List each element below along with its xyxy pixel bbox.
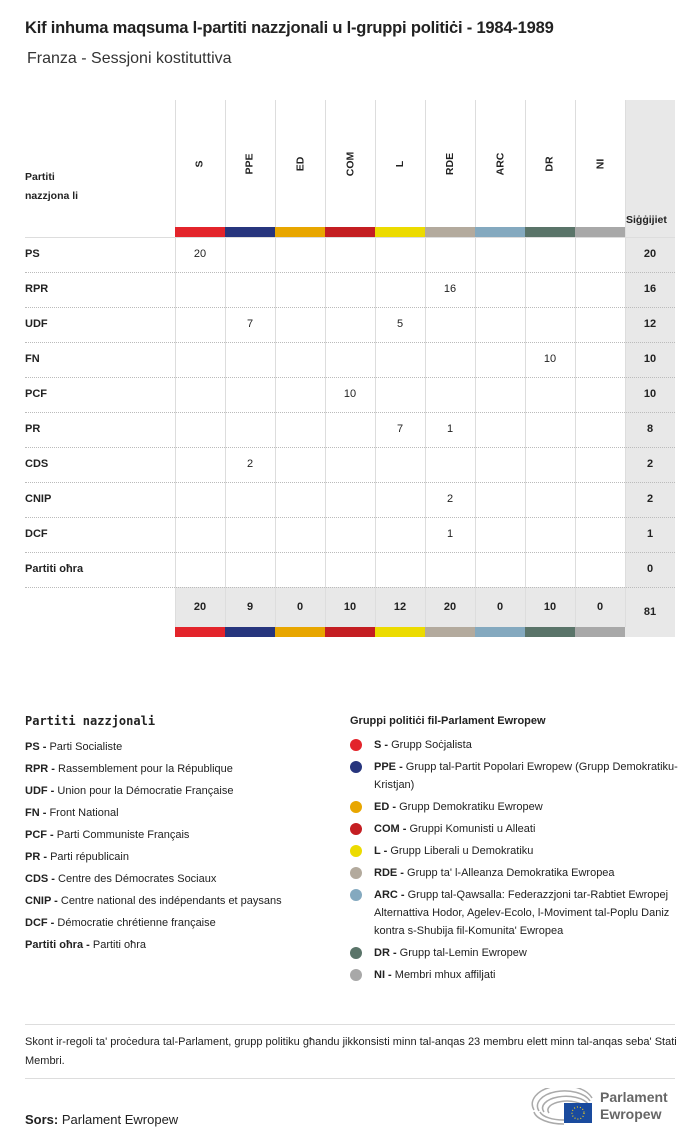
party-code: PS bbox=[25, 741, 40, 753]
group-code: DR bbox=[374, 947, 390, 959]
seat-distribution-table bbox=[25, 100, 675, 640]
row-label: PR bbox=[25, 423, 41, 435]
group-color-bar bbox=[475, 627, 525, 637]
column-total: 20 bbox=[193, 601, 207, 613]
chart-subtitle: Franza - Sessjoni kostituttiva bbox=[27, 50, 232, 67]
group-color-bar bbox=[375, 627, 425, 637]
party-legend-item: CDS - Centre des Démocrates Sociaux bbox=[25, 873, 217, 885]
row-total: 12 bbox=[643, 318, 657, 330]
party-name: Front National bbox=[49, 807, 119, 819]
group-code: PPE bbox=[374, 761, 397, 773]
column-total: 9 bbox=[246, 601, 254, 613]
party-name: Rassemblement pour la République bbox=[58, 763, 233, 775]
row-total: 16 bbox=[643, 283, 657, 295]
group-code: RDE bbox=[443, 152, 456, 175]
grand-total: 81 bbox=[643, 606, 657, 618]
table-cell: 16 bbox=[443, 283, 457, 295]
group-code: PPE bbox=[243, 152, 256, 175]
party-code: CDS bbox=[25, 873, 49, 885]
group-code: L bbox=[374, 845, 381, 857]
group-name: Grupp Demokratiku Ewropew bbox=[399, 801, 543, 813]
group-legend-item: DR - Grupp tal-Lemin Ewropew bbox=[350, 944, 680, 962]
group-legend-item: ARC - Grupp tal-Qawsalla: Federazzjoni tar-Rabtiet Ewropej Alternattiva Hodor, Agelev-Ecolo, l-Moviment tal-Poplu Daniz kontra s-Shubija fil-Komunita' Ewropea bbox=[350, 886, 680, 940]
party-legend-item: CNIP - Centre national des indépendants et paysans bbox=[25, 895, 282, 907]
group-color-dot-icon bbox=[350, 969, 362, 981]
group-color-dot-icon bbox=[350, 889, 362, 901]
group-name: Grupp tal-Lemin Ewropew bbox=[399, 947, 527, 959]
group-legend bbox=[350, 710, 680, 988]
group-color-bar bbox=[475, 227, 525, 237]
row-total: 10 bbox=[643, 388, 657, 400]
row-divider bbox=[25, 447, 675, 448]
group-code: ED bbox=[374, 801, 390, 813]
table-cell: 2 bbox=[446, 493, 454, 505]
group-code: NI bbox=[374, 969, 385, 981]
group-color-dot-icon bbox=[350, 801, 362, 813]
group-legend-item: COM - Gruppi Komunisti u Alleati bbox=[350, 820, 680, 838]
group-color-bar bbox=[275, 627, 325, 637]
table-cell: 7 bbox=[246, 318, 254, 330]
row-divider bbox=[25, 342, 675, 343]
column-header-ni bbox=[575, 100, 625, 227]
group-legend-item: L - Grupp Liberali u Demokratiku bbox=[350, 842, 680, 860]
row-header: Partiti nazzjona li bbox=[25, 171, 79, 202]
row-label: PCF bbox=[25, 388, 47, 400]
table-cell: 5 bbox=[396, 318, 404, 330]
party-name: Démocratie chrétienne française bbox=[57, 917, 216, 929]
row-divider bbox=[25, 237, 675, 238]
logo-text bbox=[600, 1089, 668, 1123]
group-color-bar bbox=[525, 227, 575, 237]
row-label: PS bbox=[25, 248, 40, 260]
group-name: Grupp tal-Partit Popolari Ewropew (Grupp Demokratiku-Kristjan) bbox=[374, 761, 678, 791]
row-total: 10 bbox=[643, 353, 657, 365]
group-legend-heading: Gruppi politiċi fil-Parlament Ewropew bbox=[350, 715, 546, 727]
column-header-com bbox=[325, 100, 375, 227]
column-header-ppe bbox=[225, 100, 275, 227]
group-color-bar bbox=[175, 627, 225, 637]
party-legend-item: UDF - Union pour la Démocratie Française bbox=[25, 785, 234, 797]
table-cell: 2 bbox=[246, 458, 254, 470]
row-total: 2 bbox=[646, 458, 654, 470]
party-name: Parti Communiste Français bbox=[56, 829, 190, 841]
row-total: 2 bbox=[646, 493, 654, 505]
group-code: S bbox=[193, 159, 206, 168]
total-header: Siġġijiet bbox=[626, 214, 667, 226]
column-header-ed bbox=[275, 100, 325, 227]
group-code: COM bbox=[344, 151, 356, 176]
group-color-dot-icon bbox=[350, 845, 362, 857]
row-label: Partiti oħra bbox=[25, 563, 84, 575]
group-color-dot-icon bbox=[350, 867, 362, 879]
row-label: CNIP bbox=[25, 493, 52, 505]
row-label: FN bbox=[25, 353, 40, 365]
group-name: Grupp Soċjalista bbox=[391, 739, 472, 751]
group-color-dot-icon bbox=[350, 823, 362, 835]
group-code: NI bbox=[594, 158, 606, 169]
party-code: RPR bbox=[25, 763, 49, 775]
row-total: 0 bbox=[646, 563, 654, 575]
group-color-bar bbox=[225, 627, 275, 637]
group-name: Gruppi Komunisti u Alleati bbox=[409, 823, 536, 835]
group-code: DR bbox=[543, 155, 556, 172]
party-legend-item: RPR - Rassemblement pour la République bbox=[25, 763, 233, 775]
group-code: COM bbox=[374, 823, 400, 835]
party-name: Centre national des indépendants et paysans bbox=[60, 895, 282, 907]
party-legend-item: PCF - Parti Communiste Français bbox=[25, 829, 190, 841]
row-total: 1 bbox=[646, 528, 654, 540]
table-cell: 1 bbox=[446, 423, 454, 435]
group-code: L bbox=[393, 160, 406, 167]
divider bbox=[25, 1024, 675, 1025]
group-name: Grupp tal-Qawsalla: Federazzjoni tar-Rabtiet Ewropej Alternattiva Hodor, Agelev-Ecolo, l-Moviment tal-Poplu Daniz kontra s-Shubija fil-Komunita' Ewropea bbox=[374, 889, 670, 937]
column-total: 10 bbox=[343, 601, 357, 613]
table-cell: 7 bbox=[396, 423, 404, 435]
party-legend bbox=[25, 710, 335, 956]
party-code: FN bbox=[25, 807, 40, 819]
group-color-bar bbox=[375, 227, 425, 237]
party-legend-item: PS - Parti Socialiste bbox=[25, 741, 123, 753]
column-total: 0 bbox=[296, 601, 304, 613]
party-name: Parti républicain bbox=[50, 851, 129, 863]
column-header-s bbox=[175, 100, 225, 227]
row-label: UDF bbox=[25, 318, 48, 330]
group-legend-item: NI - Membri mhux affiljati bbox=[350, 966, 680, 984]
group-code: ARC bbox=[494, 152, 506, 175]
row-label: RPR bbox=[25, 283, 49, 295]
table-cell: 10 bbox=[543, 353, 557, 365]
group-legend-item: ED - Grupp Demokratiku Ewropew bbox=[350, 798, 680, 816]
party-legend-item: Partiti oħra - Partiti oħra bbox=[25, 939, 147, 951]
chart-title: Kif inhuma maqsuma l-partiti nazzjonali u l-gruppi politiċi - 1984-1989 bbox=[25, 19, 554, 37]
column-total: 0 bbox=[496, 601, 504, 613]
group-color-bar bbox=[425, 627, 475, 637]
logo-line: Parlament bbox=[600, 1089, 668, 1105]
group-name: Membri mhux affiljati bbox=[394, 969, 496, 981]
row-divider bbox=[25, 412, 675, 413]
row-divider bbox=[25, 482, 675, 483]
party-code: UDF bbox=[25, 785, 48, 797]
table-cell: 1 bbox=[446, 528, 454, 540]
column-header-dr bbox=[525, 100, 575, 227]
party-name: Parti Socialiste bbox=[49, 741, 123, 753]
row-label: CDS bbox=[25, 458, 49, 470]
group-code: RDE bbox=[374, 867, 398, 879]
divider bbox=[25, 1078, 675, 1079]
column-total: 10 bbox=[543, 601, 557, 613]
group-code: ARC bbox=[374, 889, 398, 901]
party-code: DCF bbox=[25, 917, 48, 929]
group-color-dot-icon bbox=[350, 739, 362, 751]
column-header-arc bbox=[475, 100, 525, 227]
party-legend-item: FN - Front National bbox=[25, 807, 119, 819]
group-color-bar bbox=[275, 227, 325, 237]
group-code: ED bbox=[294, 156, 306, 171]
group-name: Grupp ta' l-Alleanza Demokratika Ewropea bbox=[407, 867, 615, 879]
party-code: Partiti oħra bbox=[25, 939, 84, 951]
group-legend-item: RDE - Grupp ta' l-Alleanza Demokratika Ewropea bbox=[350, 864, 680, 882]
group-color-bar bbox=[575, 627, 625, 637]
table-cell: 20 bbox=[193, 248, 207, 260]
source bbox=[25, 1112, 178, 1127]
row-divider bbox=[25, 272, 675, 273]
group-color-bar bbox=[575, 227, 625, 237]
party-name: Union pour la Démocratie Française bbox=[57, 785, 234, 797]
group-color-bar bbox=[325, 227, 375, 237]
group-color-bar bbox=[325, 627, 375, 637]
party-code: PR bbox=[25, 851, 41, 863]
row-divider bbox=[25, 307, 675, 308]
group-code: S bbox=[374, 739, 382, 751]
party-legend-item: DCF - Démocratie chrétienne française bbox=[25, 917, 216, 929]
party-name: Centre des Démocrates Sociaux bbox=[58, 873, 217, 885]
column-header-l bbox=[375, 100, 425, 227]
group-color-dot-icon bbox=[350, 761, 362, 773]
source-label: Sors: bbox=[25, 1112, 59, 1127]
party-code: PCF bbox=[25, 829, 47, 841]
group-name: Grupp Liberali u Demokratiku bbox=[390, 845, 534, 857]
source-value: Parlament Ewropew bbox=[61, 1112, 179, 1127]
group-color-bar bbox=[175, 227, 225, 237]
row-total: 20 bbox=[643, 248, 657, 260]
footnote: Skont ir-regoli ta' proċedura tal-Parlament, grupp politiku għandu jikkonsisti minn tal-anqas 23 membru elett minn tal-anqas seba' Stati Membri. bbox=[25, 1036, 677, 1067]
row-total: 8 bbox=[646, 423, 654, 435]
column-total: 12 bbox=[393, 601, 407, 613]
group-legend-item: PPE - Grupp tal-Partit Popolari Ewropew (Grupp Demokratiku-Kristjan) bbox=[350, 758, 680, 794]
table-cell: 10 bbox=[343, 388, 357, 400]
logo-line: Ewropew bbox=[600, 1106, 662, 1122]
party-legend-item: PR - Parti républicain bbox=[25, 851, 129, 863]
group-color-bar bbox=[225, 227, 275, 237]
party-name: Partiti oħra bbox=[92, 939, 147, 951]
group-legend-item: S - Grupp Soċjalista bbox=[350, 736, 680, 754]
row-divider bbox=[25, 552, 675, 553]
column-total: 0 bbox=[596, 601, 604, 613]
party-legend-heading: Partiti nazzjonali bbox=[25, 714, 156, 728]
party-code: CNIP bbox=[25, 895, 52, 907]
row-divider bbox=[25, 517, 675, 518]
column-header-rde bbox=[425, 100, 475, 227]
column-total: 20 bbox=[443, 601, 457, 613]
group-color-bar bbox=[525, 627, 575, 637]
group-color-bar bbox=[425, 227, 475, 237]
group-color-dot-icon bbox=[350, 947, 362, 959]
row-label: DCF bbox=[25, 528, 48, 540]
